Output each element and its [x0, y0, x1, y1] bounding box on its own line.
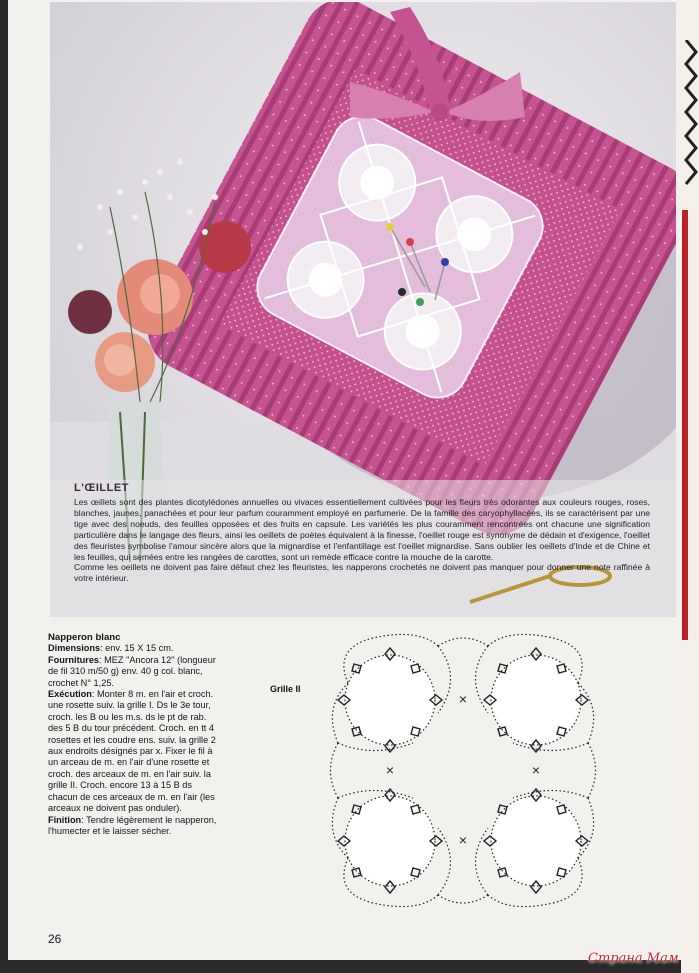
execution-value: : Monter 8 m. en l'air et croch. une rosette suiv. la grille I. Ds le 3e tour, croch. les B ou les m.s. ds le pt de rab. des 5 B du tour précédent. Croch. en tt 4 rosettes et les coudre ens. suiv. la grille 2 aux endroits désignés par x. Fixer le fil à un arceau de m. en l'air d'une rosette et croch. des arceaux de m. en l'air suiv. la grille II. Croch. encore 13 à 15 B ds chacun de ces arceaux de m. en l'air (les arceaux ne doivent pas onduler). [48, 689, 216, 814]
instructions-title: Napperon blanc [48, 632, 121, 643]
finition-line [48, 815, 218, 838]
finition-label: Finition [48, 814, 82, 825]
fournitures-line [48, 655, 218, 689]
zigzag-border-icon [684, 40, 698, 190]
fournitures-label: Fournitures [48, 654, 100, 665]
article-body [74, 497, 650, 584]
join-mark: × [458, 691, 468, 707]
join-mark: × [458, 832, 468, 848]
page-number: 26 [48, 932, 62, 946]
site-watermark: Страна Мам [588, 951, 679, 966]
article-heading: L'ŒILLET [74, 482, 129, 494]
instructions-column [48, 632, 218, 837]
dimensions-label: Dimensions [48, 643, 101, 654]
fournitures-value: : MEZ "Ancora 12" (longueur de fil 310 m/50 g) env. 40 g col. blanc, crochet N° 1,25. [48, 654, 216, 688]
crochet-diagram [318, 628, 608, 913]
dimensions-line [48, 643, 218, 654]
finition-value: : Tendre légèrement le napperon, l'humecter et le laisser sécher. [48, 814, 217, 836]
article-paragraph: Comme les oeillets ne doivent pas faire défaut chez les fleuristes, les napperons crochetés ne doivent pas manquer pour donner une note raffinée à votre intérieur. [74, 562, 650, 584]
adjacent-page-red-strip [682, 210, 688, 640]
join-mark: × [531, 762, 541, 778]
dimensions-value: : env. 15 X 15 cm. [100, 643, 174, 654]
diagram-label: Grille II [270, 684, 301, 694]
join-mark: × [385, 762, 395, 778]
execution-line [48, 689, 218, 814]
article-paragraph: Les œillets sont des plantes dicotylédones annuelles ou vivaces essentiellement cultivées pour les fleurs très odorantes aux couleurs rouges, roses, blanches, jaunes, panachées et pour leur parfum couramment employé en parfumerie. De la famille des caryophyllacées, ils se caractérisent par une tige avec des noeuds, des feuilles opposées et des fruits en capsule. Les variétés les plus couramment rencontrées ont chacune une signification particulière dans le langage des fleurs, ainsi les oeillets de poètes équivalent à la finesse, l'oeillet rouge est synonyme de dédain et d'exigence, l'oeillet des fleuristes symbolise l'amour sincère alors que la mignardise et l'enfantillage est l'oeillet mignardise. Sans oublier les oeillets d'Inde et de Chine et les feuilles, qui semées entre les rangées de carottes, sont un remède efficace contre la mouche de la carotte. [74, 497, 650, 562]
execution-label: Exécution [48, 689, 92, 700]
